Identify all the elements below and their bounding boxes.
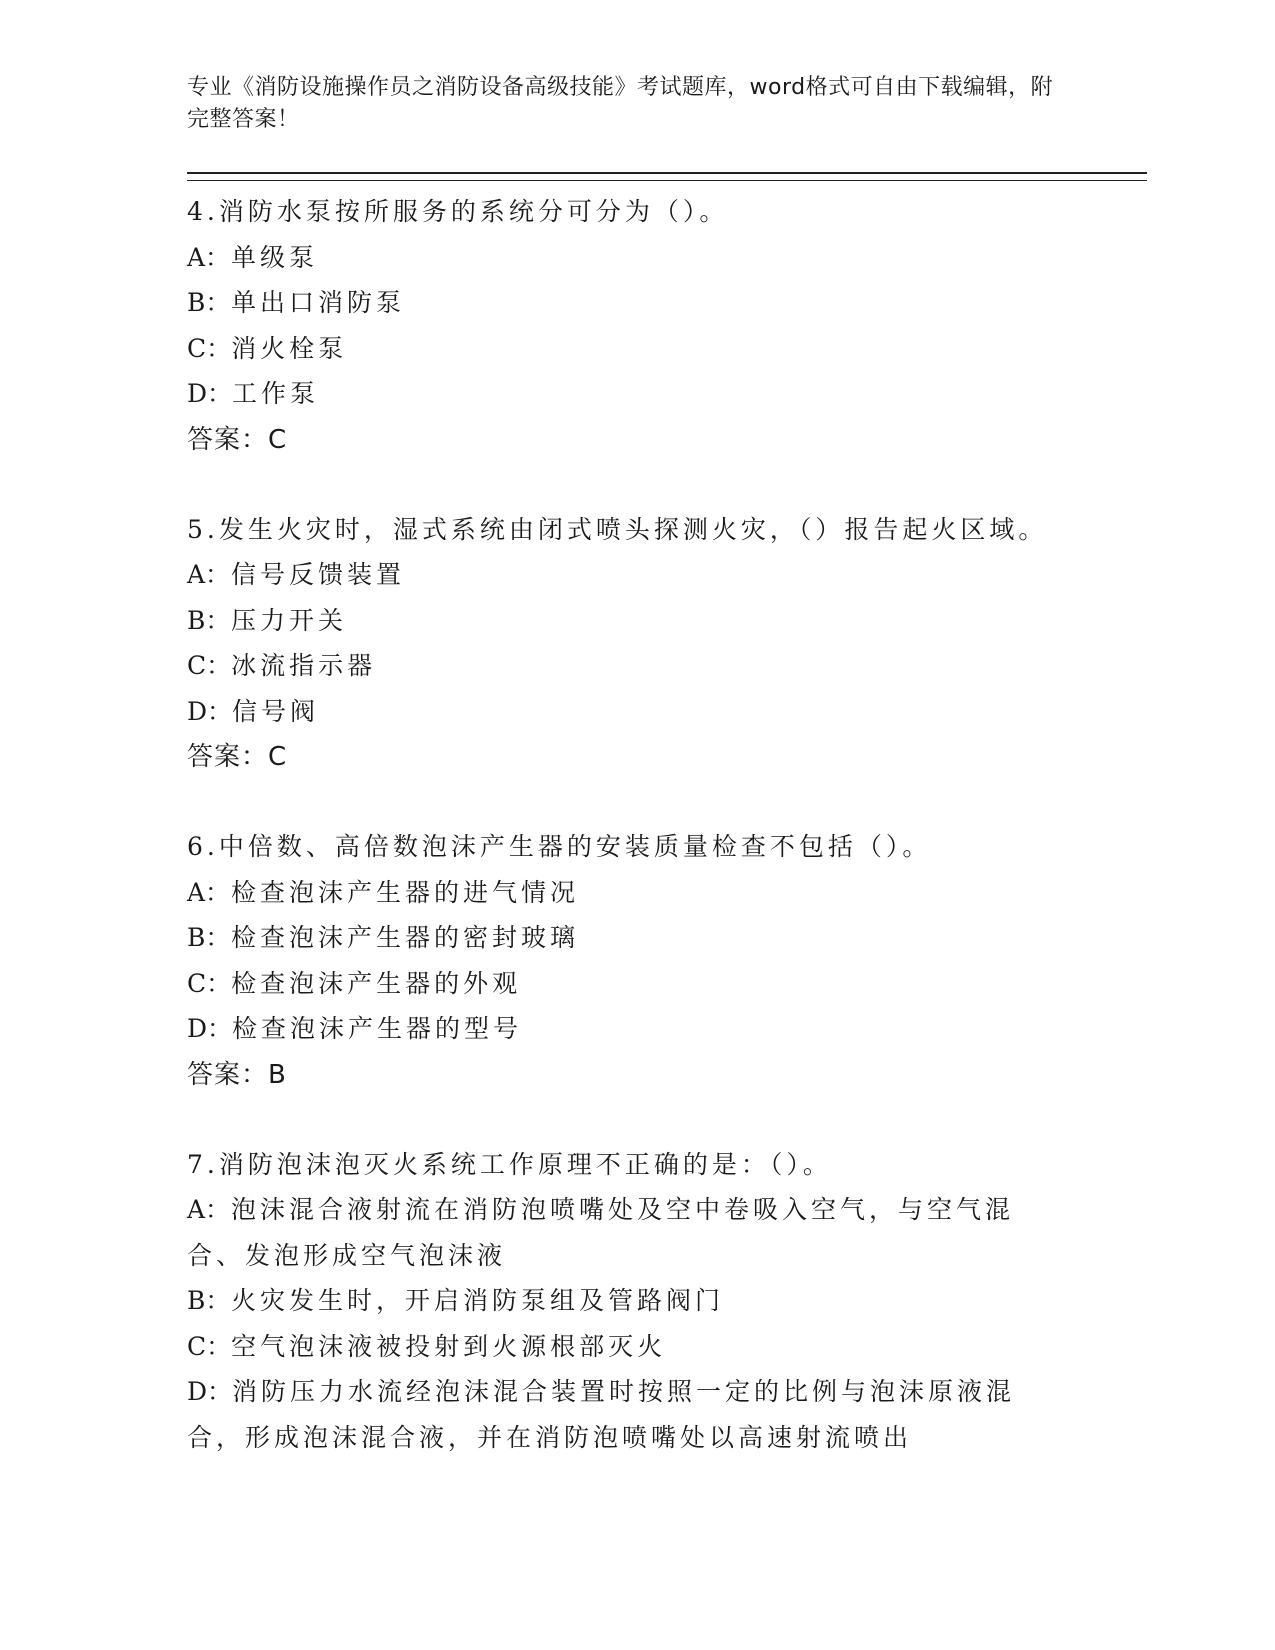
- option-key: A：: [187, 877, 231, 907]
- option-text: 泡沫混合液射流在消防泡喷嘴处及空中卷吸入空气，与空气混合、发泡形成空气泡沫液: [187, 1195, 1015, 1270]
- answer-value: C: [268, 424, 288, 455]
- option-key: D：: [187, 1014, 233, 1043]
- option-a: [187, 870, 1147, 916]
- option-c: [187, 643, 1147, 689]
- document-header: 专业《消防设施操作员之消防设备高级技能》考试题库，word格式可自由下载编辑，附完整答案！: [187, 75, 1054, 132]
- option-text: 信号阀: [232, 696, 320, 726]
- option-key: C：: [187, 651, 232, 680]
- question-5: [187, 507, 1147, 781]
- answer-label: 答案：: [187, 424, 269, 455]
- answer-line: [187, 1052, 1147, 1098]
- answer-label: 答案：: [187, 742, 269, 772]
- question-stem: 5.发生火灾时，湿式系统由闭式喷头探测火灾，（）报告起火区域。: [187, 514, 1048, 544]
- option-text: 检查泡沫产生器的型号: [232, 1014, 523, 1043]
- option-text: 检查泡沫产生器的外观: [231, 968, 522, 998]
- option-text: 消火栓泵: [231, 333, 348, 363]
- option-d: [187, 1369, 1067, 1460]
- answer-label: 答案：: [187, 1059, 269, 1090]
- option-b: [187, 915, 1147, 961]
- answer-value: C: [268, 742, 288, 772]
- option-c: [187, 1324, 1147, 1370]
- answer-value: B: [268, 1059, 287, 1090]
- option-d: [187, 1006, 1147, 1052]
- option-c: [187, 326, 1147, 372]
- option-text: 火灾发生时，开启消防泵组及管路阀门: [231, 1286, 725, 1315]
- question-6: [187, 824, 1147, 1098]
- question-list: [187, 189, 1147, 1460]
- option-key: D：: [187, 379, 233, 408]
- option-key: D：: [187, 696, 233, 726]
- option-text: 工作泵: [232, 379, 320, 408]
- option-key: B：: [187, 288, 231, 317]
- option-key: C：: [187, 968, 232, 998]
- question-stem: 7.消防泡沫泡灭火系统工作原理不正确的是：（）。: [187, 1149, 832, 1179]
- option-key: D：: [187, 1377, 233, 1406]
- option-key: A：: [187, 1195, 231, 1224]
- question-stem: 4.消防水泵按所服务的系统分可分为（）。: [187, 197, 729, 226]
- option-text: 消防压力水流经泡沫混合装置时按照一定的比例与泡沫原液混合，形成泡沫混合液，并在消防泡喷嘴处以高速射流喷出: [187, 1377, 1016, 1452]
- option-a: [187, 235, 1147, 281]
- option-d: [187, 371, 1147, 417]
- option-text: 冰流指示器: [231, 651, 377, 680]
- option-b: [187, 280, 1147, 326]
- answer-line: [187, 734, 1147, 780]
- option-key: A：: [187, 560, 231, 589]
- option-d: [187, 689, 1147, 735]
- question-7: [187, 1142, 1147, 1461]
- option-a: [187, 1187, 1067, 1278]
- header-divider: [187, 172, 1147, 181]
- option-key: A：: [187, 242, 231, 272]
- option-key: C：: [187, 1331, 232, 1361]
- document-page: [187, 72, 1147, 1504]
- option-key: B：: [187, 605, 231, 635]
- option-key: C：: [187, 333, 232, 363]
- option-text: 压力开关: [231, 605, 348, 635]
- option-text: 检查泡沫产生器的进气情况: [231, 877, 580, 907]
- option-text: 信号反馈装置: [231, 560, 406, 589]
- option-b: [187, 598, 1147, 644]
- option-c: [187, 961, 1147, 1007]
- option-b: [187, 1278, 1147, 1324]
- option-text: 空气泡沫液被投射到火源根部灭火: [231, 1331, 667, 1361]
- answer-line: [187, 417, 1147, 463]
- option-text: 检查泡沫产生器的密封玻璃: [231, 923, 580, 952]
- option-key: B：: [187, 923, 231, 952]
- option-text: 单出口消防泵: [231, 288, 406, 317]
- option-key: B：: [187, 1286, 231, 1315]
- option-text: 单级泵: [231, 242, 319, 272]
- question-stem: 6.中倍数、高倍数泡沫产生器的安装质量检查不包括（）。: [187, 832, 932, 861]
- question-4: [187, 189, 1147, 463]
- option-a: [187, 552, 1147, 598]
